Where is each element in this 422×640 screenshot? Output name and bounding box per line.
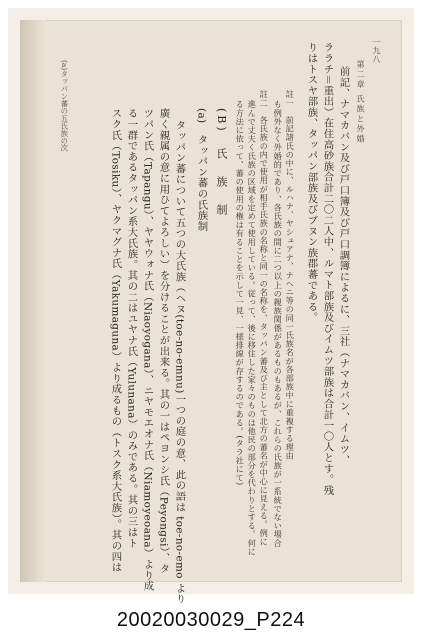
- book-page: [20, 20, 402, 605]
- body-line-5: 廣く親属の意に用ひてよろしい）を分けることが出来る。其の一はペヨンシ氏（Peyongsi）、タ: [157, 108, 170, 574]
- margin-note: (a)タッパン蕃の五氏族の次: [59, 60, 69, 152]
- body-line-3: りはトスヤ部族、タッパン部族及びブヌン族郡蕃である。: [305, 42, 318, 323]
- section-heading-b: (B) 氏 族 制: [215, 108, 228, 218]
- note-line-5: る方法に依って、蕃の使用の権は有ることを示して一見、一様排線が存するのである。(タラ社にて): [235, 100, 246, 486]
- note-line-2: も例外なく外婚的であり、各氏族の間に二つ以上の親族関係があるものもあるが、これらの氏族が一系統でない場合: [273, 100, 284, 548]
- body-line-1: 前記、ナマカバン及び戸口簿及び戸口調簿によるに、三社（ナマカバン、イムツ、: [337, 66, 350, 466]
- note-line-3: 註二 各氏族の内で使用が相手氏族の名称と同一の名称を、タッパン蕃及び主として北方の蕃名が中心に見える。例に: [259, 90, 270, 546]
- subsection-heading-a: (a) タッパン蕃の氏族制: [195, 108, 208, 232]
- page-binding-shadow: [20, 20, 46, 582]
- body-line-7: る一群であるタッパン系大氏族。其の二はユヤナ氏（Yulunana）のみである。其の三はト: [125, 108, 138, 549]
- running-header: 第二章 氏族と外婚: [356, 60, 365, 145]
- body-line-2: ララチ＝重出）在住高砂族合計二〇二人中、ルマト部族及びイムツ部族は合計一〇人とす。残: [321, 42, 334, 496]
- body-line-6: ツパン氏（Tapangu）、ヤヤウォナ氏（Niaoyogana）、ニヤモエオナ氏（Niamoyeoana）より成: [141, 108, 154, 592]
- image-id-label: 20020030029_P224: [116, 608, 306, 631]
- note-line-1: 註一 前記諸氏の中に、ルハナ、ヤシュアナ、ナヘニ等の同一氏族名が各部族中に重複する理由: [285, 90, 296, 460]
- body-line-4: タッパン蕃について五つの大氏族（ヘヌ(toe-no-emnu)一つの庭の意、此の語は toe-no-emo より: [173, 120, 186, 605]
- body-line-8: スク氏（Tosiku）、ヤクマグナ氏（Yakumaguna）より成るもの（トスク系大氏族）。其の四は: [109, 108, 122, 573]
- note-line-4: 進んで丈夫く氏族の区域を定めて使用している。従って、後に移住した家々のものは他民の部分を代わりとする。何に: [247, 100, 258, 556]
- page-number: 一九八: [372, 38, 381, 64]
